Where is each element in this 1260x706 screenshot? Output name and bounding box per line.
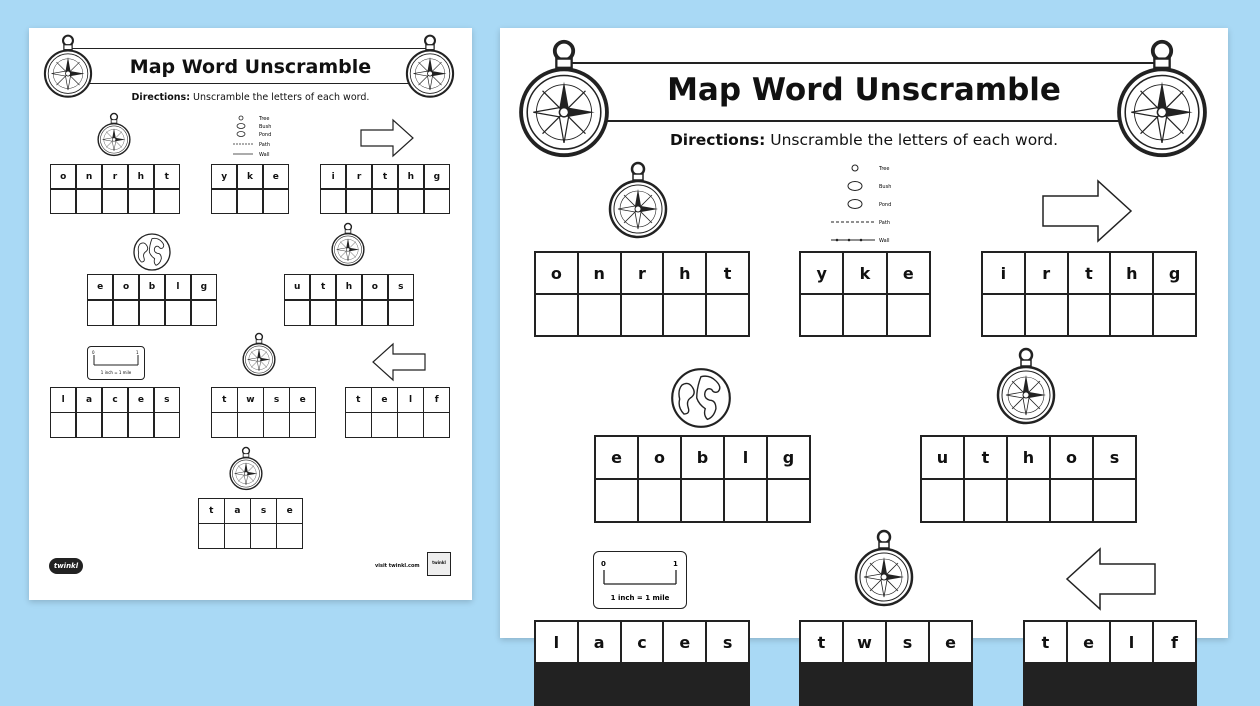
answer-cell[interactable] xyxy=(1094,480,1135,521)
word-grid-south xyxy=(284,274,414,326)
letter-cell: e xyxy=(129,388,153,412)
letter-cell: u xyxy=(285,275,309,299)
answer-cell[interactable] xyxy=(129,413,153,437)
letter-cell: l xyxy=(536,622,577,662)
scale-caption: 1 inch = 1 mile xyxy=(610,594,670,602)
letter-cell: t xyxy=(311,275,335,299)
answer-cell[interactable] xyxy=(277,524,302,548)
compass-icon xyxy=(242,332,276,378)
answer-cell[interactable] xyxy=(103,190,127,213)
answer-cell[interactable] xyxy=(88,301,112,325)
letter-cell: t xyxy=(346,388,371,412)
letter-cell: b xyxy=(682,437,723,478)
directions-label: Directions: xyxy=(669,131,766,149)
answer-cell[interactable] xyxy=(596,480,637,521)
arrow-right-icon xyxy=(359,118,415,158)
answer-cell[interactable] xyxy=(725,480,766,521)
letter-cell: n xyxy=(579,253,620,293)
letter-cell: r xyxy=(103,165,127,188)
answer-cell[interactable] xyxy=(225,524,250,548)
answer-cell[interactable] xyxy=(398,413,423,437)
letter-cell: o xyxy=(363,275,387,299)
letter-cell: w xyxy=(238,388,263,412)
answer-cell[interactable] xyxy=(682,480,723,521)
compass-icon xyxy=(996,346,1056,428)
answer-cell[interactable] xyxy=(372,413,397,437)
answer-cell[interactable] xyxy=(389,301,413,325)
worksheet-page-large xyxy=(500,28,1228,652)
word-grid-left xyxy=(1023,620,1197,706)
answer-cell[interactable] xyxy=(888,295,929,335)
letter-cell: s xyxy=(707,622,748,662)
word-grid-north xyxy=(534,251,750,337)
answer-cell[interactable] xyxy=(1051,480,1092,521)
arrow-left-icon xyxy=(1064,546,1158,612)
letter-cell: y xyxy=(801,253,842,293)
letter-cell: g xyxy=(192,275,216,299)
answer-cell[interactable] xyxy=(140,301,164,325)
letter-cell: c xyxy=(622,622,663,662)
word-grid-globe xyxy=(594,435,811,523)
letter-cell: h xyxy=(337,275,361,299)
answer-cell[interactable] xyxy=(373,190,397,213)
answer-cell[interactable] xyxy=(77,413,101,437)
footer-badge-text: twinkl xyxy=(432,560,446,565)
letter-cell: a xyxy=(225,499,250,523)
directions xyxy=(500,131,1228,149)
letter-cell: s xyxy=(264,388,289,412)
globe-icon xyxy=(132,232,172,272)
scale-caption: 1 inch = 1 mile xyxy=(100,370,132,375)
letter-cell: s xyxy=(155,388,179,412)
answer-cell[interactable] xyxy=(155,413,179,437)
arrow-left-icon xyxy=(371,342,427,382)
legend-wall: Wall xyxy=(879,238,890,244)
letter-cell: n xyxy=(77,165,101,188)
answer-cell[interactable] xyxy=(251,524,276,548)
answer-cell[interactable] xyxy=(212,190,236,213)
letter-cell: l xyxy=(725,437,766,478)
letter-cell: f xyxy=(1154,622,1195,662)
page-title: Map Word Unscramble xyxy=(129,56,372,78)
letter-cell: o xyxy=(1051,437,1092,478)
answer-cell[interactable] xyxy=(321,190,345,213)
word-grid-north xyxy=(50,164,180,214)
answer-cell[interactable] xyxy=(311,301,335,325)
answer-cell[interactable] xyxy=(51,190,75,213)
letter-cell: e xyxy=(88,275,112,299)
letter-cell: g xyxy=(425,165,449,188)
worksheet-page-small xyxy=(29,28,472,600)
answer-cell[interactable] xyxy=(1111,295,1152,335)
word-grid-west xyxy=(799,620,973,706)
legend-pond: Pond xyxy=(879,202,892,208)
answer-cell[interactable] xyxy=(337,301,361,325)
letter-cell: s xyxy=(887,622,928,662)
letter-cell: h xyxy=(1008,437,1049,478)
answer-cell[interactable] xyxy=(801,295,842,335)
word-grid-key xyxy=(211,164,289,214)
answer-cell[interactable] xyxy=(346,413,371,437)
answer-cell[interactable] xyxy=(264,413,289,437)
word-grid-west xyxy=(211,387,316,438)
legend-path: Path xyxy=(879,220,890,226)
footer-badge xyxy=(427,552,451,576)
word-grid-left xyxy=(345,387,450,438)
answer-cell[interactable] xyxy=(664,295,705,335)
answer-cell[interactable] xyxy=(285,301,309,325)
letter-cell: k xyxy=(238,165,262,188)
letter-cell: e xyxy=(372,388,397,412)
letter-cell: t xyxy=(373,165,397,188)
answer-cell[interactable] xyxy=(155,190,179,213)
scale-zero: 0 xyxy=(92,350,95,355)
letter-cell: g xyxy=(768,437,809,478)
letter-cell: s xyxy=(251,499,276,523)
legend-tree: Tree xyxy=(879,166,890,172)
letter-cell: e xyxy=(930,622,971,662)
scale-one: 1 xyxy=(136,350,139,355)
answer-cell[interactable] xyxy=(1069,295,1110,335)
letter-cell: l xyxy=(398,388,423,412)
word-grid-east xyxy=(198,498,303,549)
letter-cell: o xyxy=(114,275,138,299)
answer-cell[interactable] xyxy=(51,413,75,437)
directions xyxy=(29,92,472,103)
word-grid-globe xyxy=(87,274,217,326)
letter-cell: y xyxy=(212,165,236,188)
letter-cell: b xyxy=(140,275,164,299)
letter-cell: t xyxy=(1025,622,1066,662)
answer-cell[interactable] xyxy=(768,480,809,521)
scale-one: 1 xyxy=(673,560,678,568)
answer-cell[interactable] xyxy=(192,301,216,325)
letter-cell: e xyxy=(596,437,637,478)
letter-cell: i xyxy=(983,253,1024,293)
letter-cell: h xyxy=(664,253,705,293)
compass-icon xyxy=(608,160,668,242)
answer-cell[interactable] xyxy=(622,295,663,335)
word-grid-scale xyxy=(534,620,750,706)
letter-cell: o xyxy=(51,165,75,188)
letter-cell: e xyxy=(664,622,705,662)
letter-cell: r xyxy=(622,253,663,293)
answer-cell[interactable] xyxy=(1008,480,1049,521)
letter-cell: h xyxy=(129,165,153,188)
legend-pond: Pond xyxy=(259,132,272,138)
letter-cell: s xyxy=(1094,437,1135,478)
scale-zero: 0 xyxy=(601,560,606,568)
letter-cell: s xyxy=(389,275,413,299)
answer-cell[interactable] xyxy=(103,413,127,437)
letter-cell: e xyxy=(1068,622,1109,662)
letter-cell: t xyxy=(155,165,179,188)
letter-cell: t xyxy=(199,499,224,523)
directions-label: Directions: xyxy=(131,92,190,103)
answer-cell[interactable] xyxy=(264,190,288,213)
letter-cell: c xyxy=(103,388,127,412)
letter-cell: i xyxy=(321,165,345,188)
answer-cell[interactable] xyxy=(129,190,153,213)
answer-cell[interactable] xyxy=(425,190,449,213)
scale-bar-picture xyxy=(87,346,145,380)
letter-cell: g xyxy=(1154,253,1195,293)
answer-cell[interactable] xyxy=(1026,295,1067,335)
letter-cell: e xyxy=(264,165,288,188)
directions-text: Unscramble the letters of each word. xyxy=(765,131,1059,149)
word-grid-right xyxy=(981,251,1197,337)
letter-cell: t xyxy=(1069,253,1110,293)
legend-bush: Bush xyxy=(259,124,272,130)
answer-cell[interactable] xyxy=(363,301,387,325)
letter-cell: l xyxy=(166,275,190,299)
arrow-right-icon xyxy=(1040,178,1134,244)
answer-cell[interactable] xyxy=(290,413,315,437)
answer-cell[interactable] xyxy=(639,480,680,521)
letter-cell: l xyxy=(1111,622,1152,662)
answer-cell[interactable] xyxy=(347,190,371,213)
letter-cell: t xyxy=(707,253,748,293)
letter-cell: r xyxy=(1026,253,1067,293)
letter-cell: l xyxy=(51,388,75,412)
letter-cell: t xyxy=(801,622,842,662)
letter-cell: w xyxy=(844,622,885,662)
letter-cell: o xyxy=(536,253,577,293)
answer-cell[interactable] xyxy=(399,190,423,213)
directions-text: Unscramble the letters of each word. xyxy=(190,92,370,103)
legend-wall: Wall xyxy=(259,152,270,158)
map-key-picture xyxy=(825,162,905,246)
letter-cell: e xyxy=(277,499,302,523)
word-grid-key xyxy=(799,251,931,337)
legend-bush: Bush xyxy=(879,184,892,190)
compass-icon xyxy=(97,112,131,158)
answer-cell[interactable] xyxy=(922,480,963,521)
answer-cell[interactable] xyxy=(965,480,1006,521)
compass-icon xyxy=(229,446,263,492)
word-grid-south xyxy=(920,435,1137,523)
word-grid-scale xyxy=(50,387,180,438)
answer-cell[interactable] xyxy=(579,295,620,335)
letter-cell: o xyxy=(639,437,680,478)
answer-cell[interactable] xyxy=(212,413,237,437)
answer-cell[interactable] xyxy=(238,413,263,437)
letter-cell: u xyxy=(922,437,963,478)
map-key-picture xyxy=(229,112,289,162)
answer-cell[interactable] xyxy=(707,295,748,335)
letter-cell: t xyxy=(212,388,237,412)
letter-cell: t xyxy=(965,437,1006,478)
footer-url[interactable]: visit twinkl.com xyxy=(375,563,420,569)
letter-cell: k xyxy=(844,253,885,293)
compass-icon xyxy=(854,528,914,610)
letter-cell: a xyxy=(77,388,101,412)
answer-cell[interactable] xyxy=(238,190,262,213)
answer-cell[interactable] xyxy=(983,295,1024,335)
letter-cell: e xyxy=(290,388,315,412)
letter-cell: a xyxy=(579,622,620,662)
answer-cell[interactable] xyxy=(77,190,101,213)
twinkl-logo[interactable]: twinkl xyxy=(49,558,83,574)
legend-tree: Tree xyxy=(259,116,270,122)
answer-cell[interactable] xyxy=(424,413,449,437)
word-grid-right xyxy=(320,164,450,214)
answer-cell[interactable] xyxy=(114,301,138,325)
compass-icon xyxy=(331,222,365,268)
answer-cell[interactable] xyxy=(536,295,577,335)
letter-cell: f xyxy=(424,388,449,412)
answer-cell[interactable] xyxy=(1154,295,1195,335)
letter-cell: h xyxy=(1111,253,1152,293)
scale-bar-picture xyxy=(593,551,687,609)
letter-cell: e xyxy=(888,253,929,293)
answer-cell[interactable] xyxy=(166,301,190,325)
answer-cell[interactable] xyxy=(199,524,224,548)
letter-cell: r xyxy=(347,165,371,188)
globe-icon xyxy=(669,366,733,430)
legend-path: Path xyxy=(259,142,270,148)
answer-cell[interactable] xyxy=(844,295,885,335)
page-title: Map Word Unscramble xyxy=(667,72,1061,108)
letter-cell: h xyxy=(399,165,423,188)
